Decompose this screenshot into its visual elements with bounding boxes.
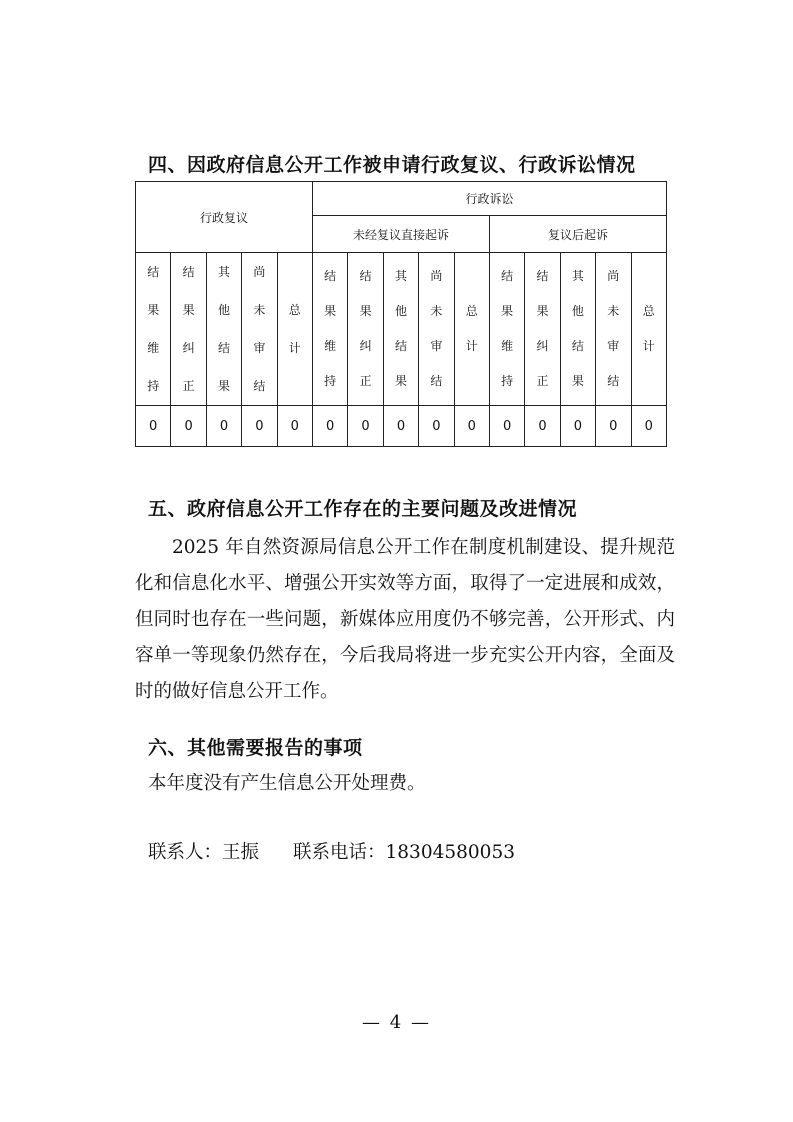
col-direct-total: 总 计 bbox=[454, 253, 489, 406]
contact-line bbox=[148, 838, 515, 864]
header-administrative-reconsideration: 行政复议 bbox=[136, 182, 313, 253]
table-cell: 0 bbox=[596, 406, 631, 447]
table-cell: 0 bbox=[312, 406, 347, 447]
col-direct-pending: 尚 未 审 结 bbox=[419, 253, 454, 406]
col-after-pending: 尚 未 审 结 bbox=[596, 253, 631, 406]
table-cell: 0 bbox=[206, 406, 241, 447]
header-direct-litigation: 未经复议直接起诉 bbox=[312, 216, 489, 253]
table-cell: 0 bbox=[171, 406, 206, 447]
table-cell: 0 bbox=[560, 406, 595, 447]
page-number: — 4 — bbox=[362, 1012, 431, 1033]
col-total: 总 计 bbox=[277, 253, 312, 406]
col-after-result-corrected: 结 果 纠 正 bbox=[525, 253, 560, 406]
section-5-paragraph: 2025 年自然资源局信息公开工作在制度机制建设、提升规范化和信息化水平、增强公开实效等方面，取得了一定进展和成效，但同时也存在一些问题，新媒体应用度仍不够完善，公开形式、内容单一等现象仍然存在，今后我局将进一步充实公开内容，全面及时的做好信息公开工作。 bbox=[135, 537, 675, 702]
table-cell: 0 bbox=[454, 406, 489, 447]
contact-person: 联系人：王振 bbox=[148, 842, 260, 863]
table-cell: 0 bbox=[489, 406, 524, 447]
table-row-values bbox=[136, 406, 667, 447]
contact-phone: 联系电话：18304580053 bbox=[293, 842, 515, 863]
section-6-paragraph: 本年度没有产生信息公开处理费。 bbox=[148, 773, 426, 794]
table-cell: 0 bbox=[525, 406, 560, 447]
col-direct-result-maintained: 结 果 维 持 bbox=[312, 253, 347, 406]
col-result-corrected: 结 果 纠 正 bbox=[171, 253, 206, 406]
table-cell: 0 bbox=[136, 406, 171, 447]
col-other-result: 其 他 结 果 bbox=[206, 253, 241, 406]
col-after-total: 总 计 bbox=[631, 253, 667, 406]
header-litigation-after-reconsideration: 复议后起诉 bbox=[489, 216, 666, 253]
table-cell: 0 bbox=[277, 406, 312, 447]
section-6-heading: 六、其他需要报告的事项 bbox=[148, 737, 363, 759]
col-after-other-result: 其 他 结 果 bbox=[560, 253, 595, 406]
col-result-maintained: 结 果 维 持 bbox=[136, 253, 171, 406]
col-after-result-maintained: 结 果 维 持 bbox=[489, 253, 524, 406]
reconsideration-litigation-table bbox=[135, 181, 667, 447]
table-cell: 0 bbox=[242, 406, 277, 447]
section-4-heading: 四、因政府信息公开工作被申请行政复议、行政诉讼情况 bbox=[148, 154, 636, 176]
header-administrative-litigation: 行政诉讼 bbox=[312, 182, 666, 216]
section-5-heading: 五、政府信息公开工作存在的主要问题及改进情况 bbox=[148, 498, 578, 520]
table-cell: 0 bbox=[348, 406, 383, 447]
col-pending: 尚 未 审 结 bbox=[242, 253, 277, 406]
col-direct-result-corrected: 结 果 纠 正 bbox=[348, 253, 383, 406]
table-cell: 0 bbox=[419, 406, 454, 447]
table-cell: 0 bbox=[383, 406, 418, 447]
col-direct-other-result: 其 他 结 果 bbox=[383, 253, 418, 406]
table-cell: 0 bbox=[631, 406, 667, 447]
